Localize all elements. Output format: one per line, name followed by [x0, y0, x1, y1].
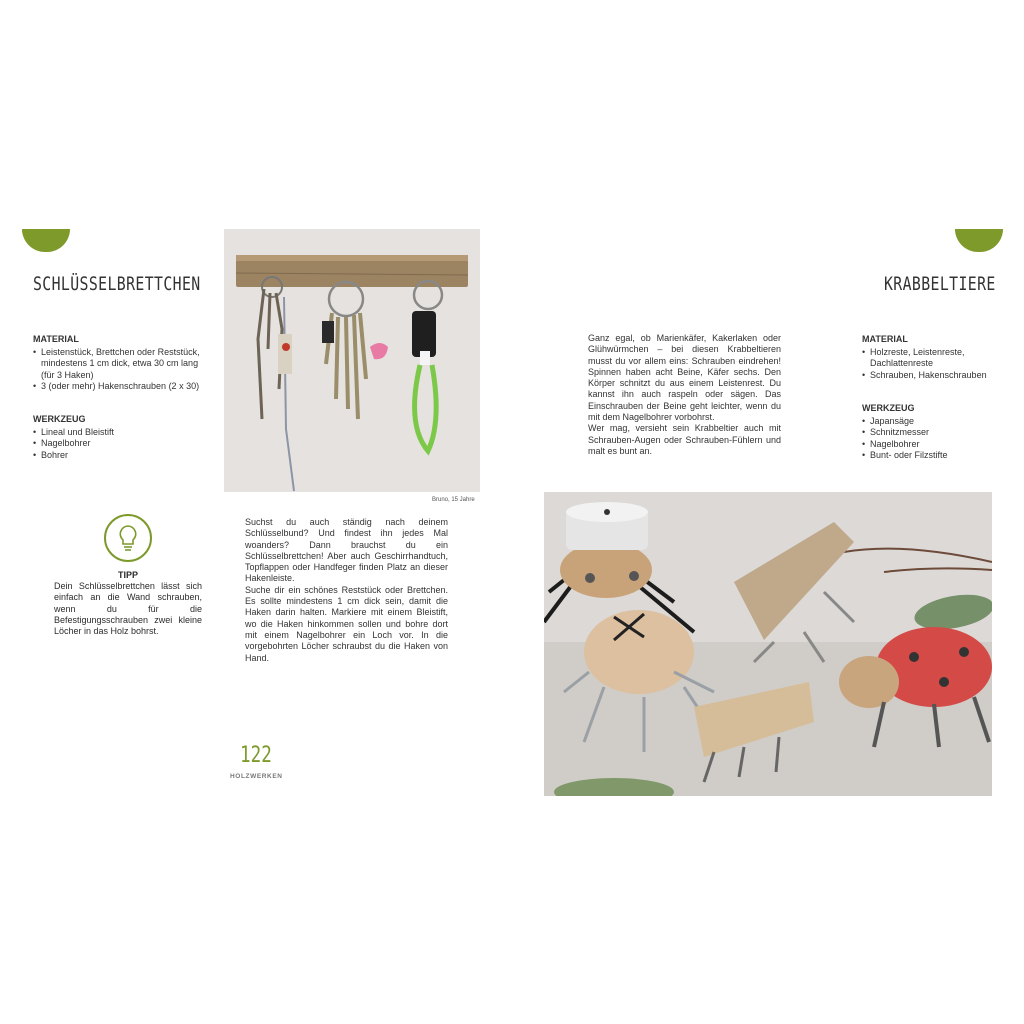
- page-tab-right: [955, 229, 1003, 252]
- right-body-paragraph: Ganz egal, ob Marienkäfer, Kakerlaken oder Glühwürmchen – bei diesen Krabbeltieren musst du vor allem eins: Schrauben eindrehen! Spinnen haben acht Beine, Käfer sechs. Den Körper schnitzt du aus einem Leistenrest. Du kannst ihn auch raspeln oder sägen. Das Einschrauben der Beine geht leichter, wenn du mit dem Nagelbohrer vorbohrst.: [588, 333, 781, 423]
- key-rack-photo: [224, 229, 480, 492]
- page-tab-left: [22, 229, 70, 252]
- left-body-paragraph: Suche dir ein schönes Reststück oder Brettchen. Es sollte mindestens 1 cm dick sein, damit die Haken darin halten. Markiere mit einem Bleistift, wo die Haken hinkommen sollen und bohre dort mit einem Nagelbohrer ein Loch vor. In die vorgebohrten Löcher schraubst du die Haken von Hand.: [245, 584, 448, 663]
- right-werkzeug-block: [862, 403, 1002, 462]
- wooden-bugs-photo: [544, 492, 992, 796]
- right-material-item: • Holzreste, Leistenreste, Dachlattenreste: [862, 347, 1002, 370]
- left-page-title: SCHLÜSSELBRETTCHEN: [33, 273, 201, 295]
- left-werkzeug-item: • Bohrer: [33, 450, 203, 462]
- tip-title: TIPP: [117, 570, 138, 580]
- left-werkzeug-item: • Lineal und Bleistift: [33, 427, 203, 439]
- right-body-paragraph: Wer mag, versieht sein Krabbeltier auch mit Schrauben-Augen oder Schrauben-Fühlern und malt es bunt an.: [588, 423, 781, 456]
- right-page-title: KRABBELTIERE: [884, 273, 996, 295]
- photo-caption: Bruno, 15 Jahre: [432, 497, 475, 503]
- lightbulb-icon: [104, 514, 152, 562]
- chapter-label: HOLZWERKEN: [230, 773, 283, 780]
- left-material-item: • 3 (oder mehr) Hakenschrauben (2 x 30): [33, 381, 203, 393]
- right-werkzeug-item: • Bunt- oder Filzstifte: [862, 450, 1002, 462]
- right-werkzeug-item: • Japansäge: [862, 416, 1002, 428]
- left-werkzeug-block: [33, 414, 203, 461]
- left-werkzeug-item: • Nagelbohrer: [33, 438, 203, 450]
- left-material-block: [33, 334, 203, 393]
- left-material-heading: MATERIAL: [33, 334, 79, 344]
- right-werkzeug-item: • Schnitzmesser: [862, 427, 1002, 439]
- tip-text: Dein Schlüsselbrettchen lässt sich einfach an die Wand schrauben, wenn du für die Befestigungsschrauben zwei kleine Löcher in das Holz bohrst.: [54, 581, 202, 637]
- right-material-heading: MATERIAL: [862, 334, 908, 344]
- left-body-text: [245, 517, 448, 664]
- left-material-item: • Leistenstück, Brettchen oder Reststück, mindestens 1 cm dick, etwa 30 cm lang (für 3 Haken): [33, 347, 203, 382]
- right-werkzeug-heading: WERKZEUG: [862, 403, 915, 413]
- left-werkzeug-heading: WERKZEUG: [33, 414, 86, 424]
- right-material-block: [862, 334, 1002, 381]
- right-material-item: • Schrauben, Hakenschrauben: [862, 370, 1002, 382]
- right-body-text: [588, 333, 781, 457]
- page-number: 122: [240, 743, 272, 768]
- right-werkzeug-item: • Nagelbohrer: [862, 439, 1002, 451]
- left-body-paragraph: Suchst du auch ständig nach deinem Schlüsselbund? Und findest ihn jedes Mal woanders? Dann brauchst du ein Schlüsselbrettchen! Aber auch Geschirrhandtuch, Topflappen oder Handfeger finden Platz an dieser Hakenleiste.: [245, 517, 448, 584]
